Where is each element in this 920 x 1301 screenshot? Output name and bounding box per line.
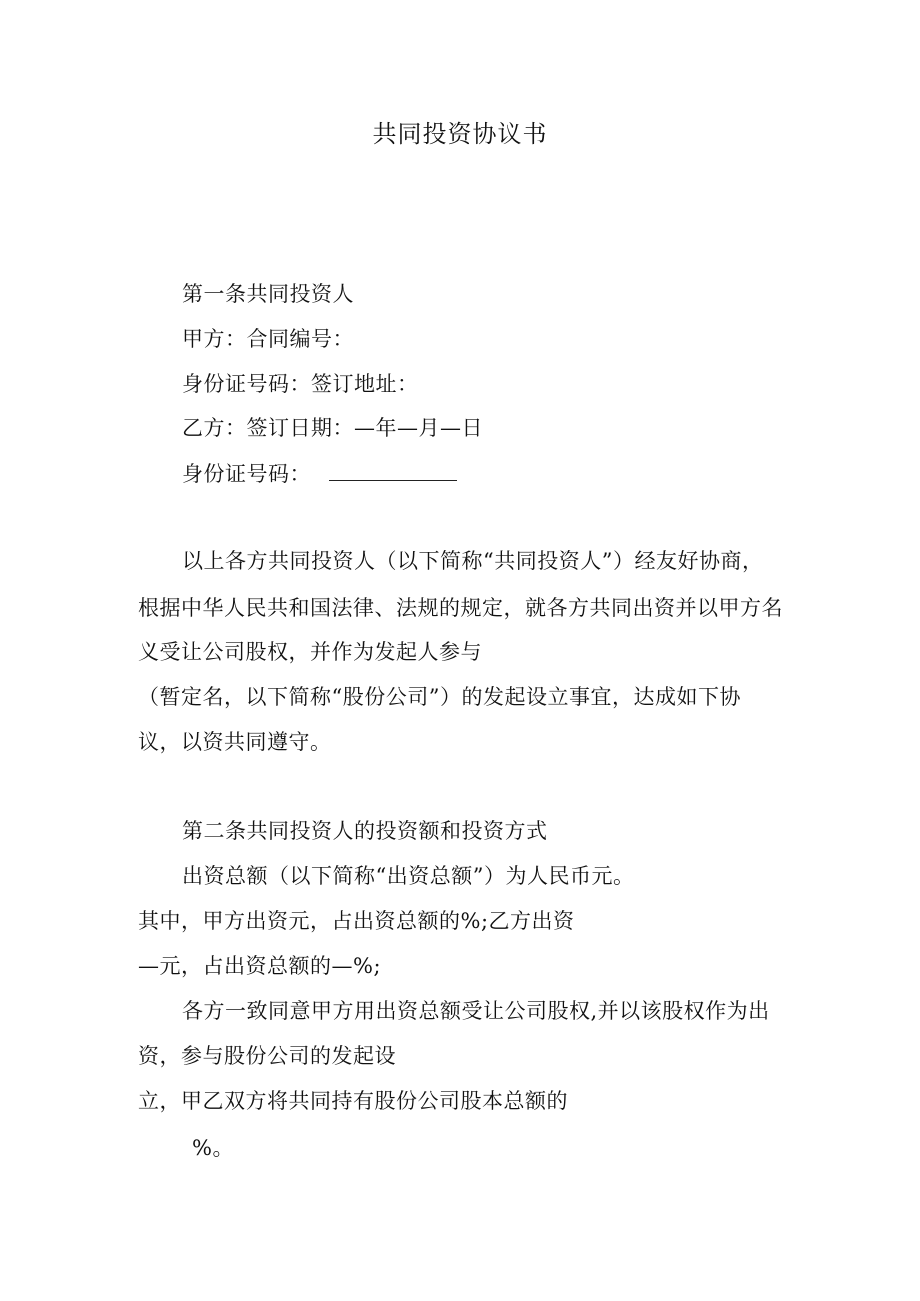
id-b-label: 身份证号码： [182,462,311,486]
preamble-line-1: 以上各方共同投资人（以下简称“共同投资人”）经友好协商， [182,549,764,573]
id-b-blank-underline [329,458,457,481]
section2-line-4: 各方一致同意甲方用出资总额受让公司股权,并以该股权作为出 [182,999,770,1023]
section2-line-6: 立，甲乙双方将共同持有股份公司股本总额的 [138,1089,568,1113]
section2-line-2: 其中，甲方出资元，占出资总额的%;乙方出资 [138,909,575,933]
section1-heading: 第一条共同投资人 [182,282,354,306]
document-title: 共同投资协议书 [372,120,548,148]
preamble-line-3: 义受让公司股权，并作为发起人参与 [138,640,482,664]
id-b-line [182,458,457,489]
section2-line-3: —元，占出资总额的—%; [138,954,382,978]
section2-line-1: 出资总额（以下简称“出资总额”）为人民币元。 [182,864,635,888]
party-a-line: 甲方：合同编号： [182,327,354,351]
id-a-line: 身份证号码：签订地址： [182,372,419,396]
preamble-line-4: （暂定名，以下简称“股份公司”）的发起设立事宜，达成如下协 [138,685,741,709]
section2-heading: 第二条共同投资人的投资额和投资方式 [182,819,548,843]
section2-line-5: 资，参与股份公司的发起设 [138,1044,396,1068]
section2-line-7: %。 [192,1136,234,1160]
party-b-line: 乙方：签订日期：—年—月—日 [182,416,483,440]
preamble-line-5: 议，以资共同遵守。 [138,730,332,754]
preamble-line-2: 根据中华人民共和国法律、法规的规定，就各方共同出资并以甲方名 [138,596,783,620]
